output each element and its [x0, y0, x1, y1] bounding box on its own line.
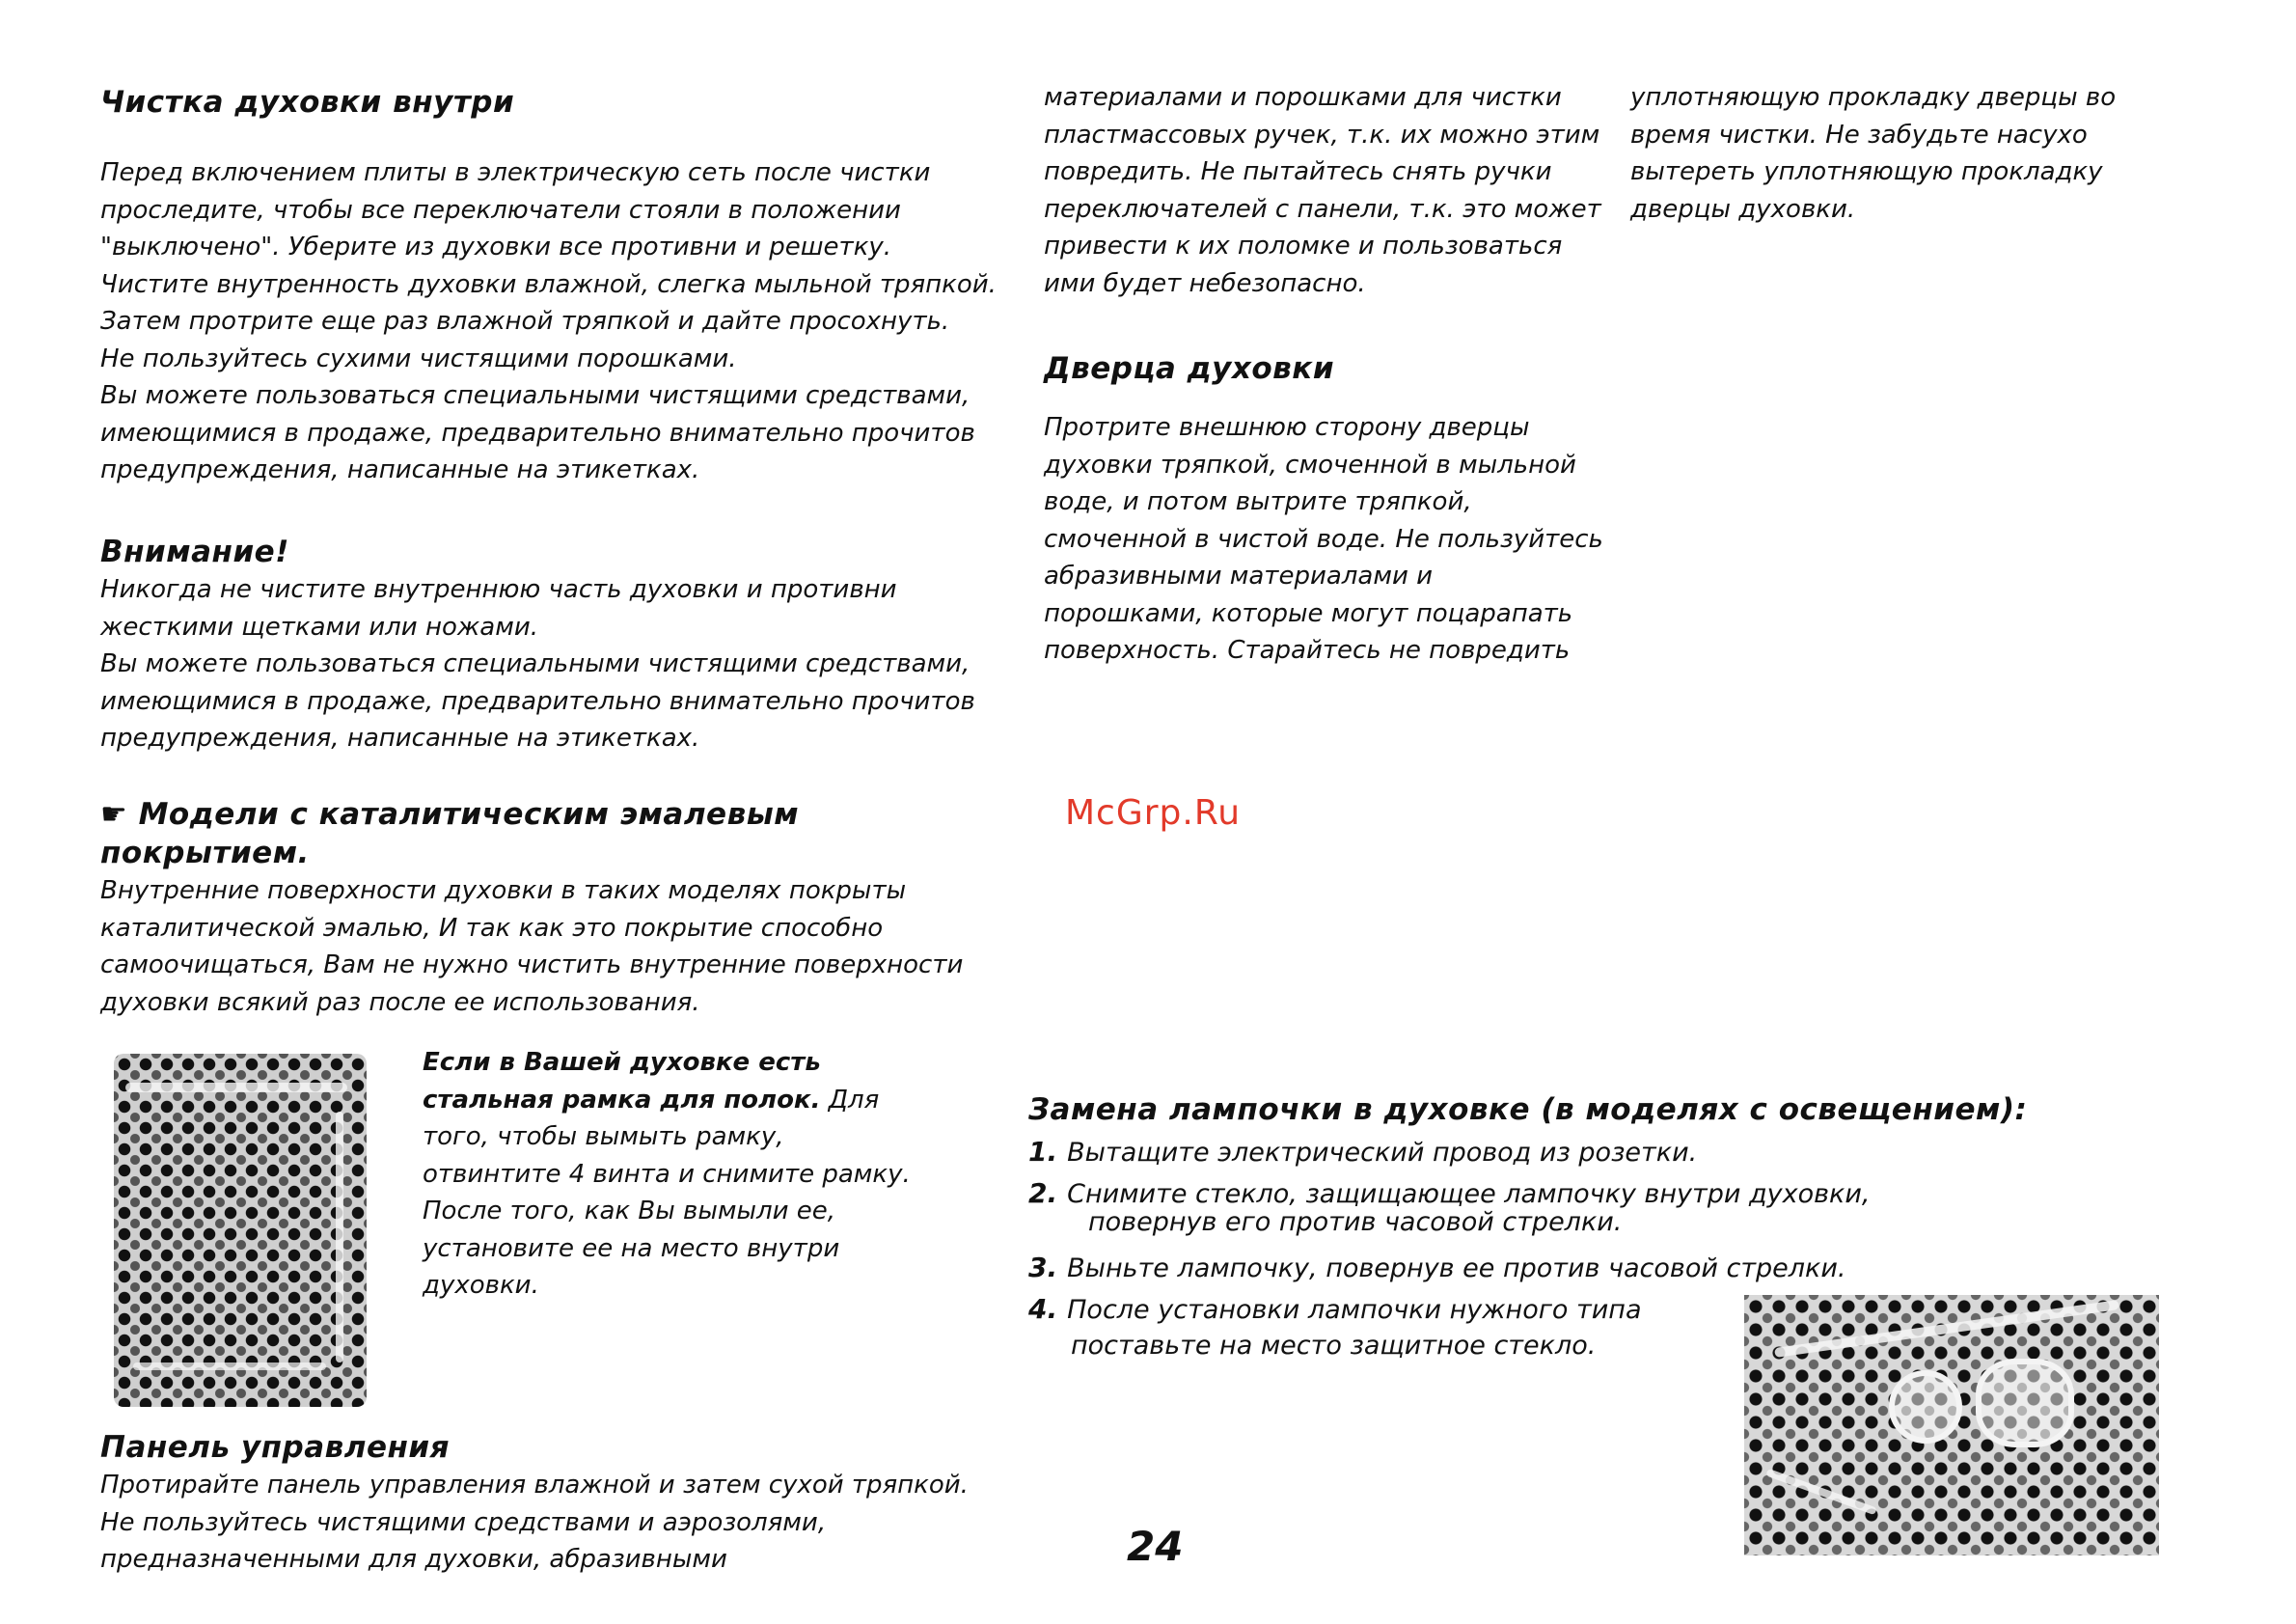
text-line: Снимите стекло, защищающее лампочку внутри духовки,	[1067, 1179, 1871, 1209]
text-line: переключателей с панели, т.к. это может	[1044, 194, 1601, 224]
illustration-highlight	[133, 1363, 326, 1370]
lamp-title: Замена лампочки в духовке (в моделях с освещением):	[1028, 1092, 2028, 1127]
text-line: Перед включением плиты в электрическую сеть после чистки	[100, 158, 931, 187]
section-oven-cleaning	[100, 83, 997, 489]
illustration-highlight	[1765, 1469, 1876, 1516]
section-oven-door	[1044, 349, 1603, 670]
text-line: Вы можете пользоваться специальными чистящими средствами,	[100, 381, 970, 410]
lamp-step-1	[1028, 1137, 2225, 1169]
text-line: отвинтите 4 винта и снимите рамку.	[423, 1159, 911, 1189]
shelf-frame-illustration	[114, 1054, 367, 1407]
text-line: воде, и потом вытрите тряпкой,	[1044, 487, 1472, 516]
illustration-highlight	[125, 1083, 347, 1092]
text-line: ими будет небезопасно.	[1044, 268, 1366, 298]
step-number: 1.	[1028, 1136, 1058, 1168]
text-line: вытереть уплотняющую прокладку	[1630, 157, 2103, 186]
step-number: 2.	[1028, 1177, 1058, 1209]
text-line: духовки.	[423, 1271, 539, 1300]
step-number: 4.	[1028, 1293, 1058, 1325]
text-line: абразивными материалами и	[1044, 562, 1433, 591]
text-line: уплотняющую прокладку дверцы во	[1630, 83, 2117, 112]
text-line: Затем протрите еще раз влажной тряпкой и дайте просохнуть.	[100, 307, 950, 336]
text-line: пластмассовых ручек, т.к. их можно этим	[1044, 120, 1600, 150]
catalytic-title: ☛ Модели с каталитическим эмалевым покрытием.	[100, 797, 800, 870]
text-line: предупреждения, написанные на этикетках.	[100, 455, 700, 484]
step-number: 3.	[1028, 1252, 1058, 1283]
section-shelf-frame	[423, 1044, 963, 1305]
text-line: Вы можете пользоваться специальными чистящими средствами,	[100, 649, 970, 678]
text-line: проследите, чтобы все переключатели стояли в положении	[100, 195, 901, 225]
shelf-frame-text	[423, 1044, 963, 1305]
attention-title: Внимание!	[100, 535, 289, 569]
text-line: дверцы духовки.	[1630, 194, 1856, 224]
text-line: установите ее на место внутри	[423, 1233, 840, 1263]
door-seal-text	[1630, 79, 2171, 228]
text-line: предназначенными для духовки, абразивными	[100, 1545, 727, 1574]
watermark[interactable]: McGrp.Ru	[1065, 793, 1242, 833]
illustration-highlight	[1774, 1300, 2119, 1358]
text-line: Протирайте панель управления влажной и затем сухой тряпкой.	[100, 1471, 969, 1500]
oven-cleaning-text	[100, 154, 997, 489]
text-line: самоочищаться, Вам не нужно чистить внутренние поверхности	[100, 950, 964, 979]
control-panel-title: Панель управления	[100, 1430, 451, 1465]
text-line: повернув его против часовой стрелки.	[1088, 1207, 1623, 1237]
section-control-panel	[100, 1428, 969, 1579]
page-number: 24	[1127, 1523, 1184, 1570]
text-line: Не пользуйтесь сухими чистящими порошками.	[100, 344, 737, 373]
text-line: Выньте лампочку, повернув ее против часовой стрелки.	[1067, 1253, 1846, 1283]
text-line: поставьте на место защитное стекло.	[1071, 1331, 1597, 1361]
text-line: того, чтобы вымыть рамку,	[423, 1122, 784, 1151]
text-line: поверхность. Старайтесь не повредить	[1044, 636, 1571, 665]
text-line: Для	[820, 1085, 880, 1115]
text-line: материалами и порошками для чистки	[1044, 83, 1562, 112]
text-line: порошками, которые могут поцарапать	[1044, 598, 1573, 628]
text-line: жесткими щетками или ножами.	[100, 612, 538, 642]
text-line: духовки тряпкой, смоченной в мыльной	[1044, 450, 1576, 480]
text-line: Не пользуйтесь чистящими средствами и аэрозолями,	[100, 1507, 827, 1537]
text-line: предупреждения, написанные на этикетках.	[100, 724, 700, 753]
control-panel-text	[100, 1467, 969, 1579]
text-line: имеющимися в продаже, предварительно внимательно прочитов	[100, 686, 975, 716]
text-line: привести к их поломке и пользоваться	[1044, 232, 1563, 261]
text-line: Протрите внешнюю сторону дверцы	[1044, 413, 1530, 442]
lamp-step-2	[1028, 1178, 2225, 1235]
text-line: смоченной в чистой воде. Не пользуйтесь	[1044, 524, 1603, 554]
lamp-step-3	[1028, 1252, 2225, 1284]
lamp-bulb-icon	[1889, 1370, 1962, 1444]
shelf-frame-heading-2: стальная рамка для полок.	[423, 1085, 821, 1115]
catalytic-text	[100, 872, 969, 1021]
illustration-highlight	[336, 1112, 343, 1363]
section-catalytic	[100, 795, 969, 1021]
text-line: Вытащите электрический провод из розетки.	[1067, 1138, 1698, 1168]
lamp-illustration	[1744, 1295, 2159, 1555]
text-line: Чистите внутренность духовки влажной, слегка мыльной тряпкой.	[100, 269, 997, 299]
text-line: время чистки. Не забудьте насухо	[1630, 120, 2088, 150]
text-line: После установки лампочки нужного типа	[1067, 1295, 1642, 1325]
lamp-cover-icon	[1976, 1359, 2074, 1447]
attention-text	[100, 571, 975, 757]
text-line: Внутренние поверхности духовки в таких моделях покрыты	[100, 876, 907, 905]
section-continued-panel	[1044, 79, 1601, 302]
text-line: "выключено". Уберите из духовки все противни и решетку.	[100, 233, 892, 261]
oven-door-text	[1044, 409, 1603, 670]
shelf-frame-heading-1: Если в Вашей духовке есть	[423, 1048, 821, 1077]
continued-panel-text	[1044, 79, 1601, 302]
text-line: духовки всякий раз после ее использования.	[100, 987, 700, 1017]
text-line: повредить. Не пытайтесь снять ручки	[1044, 157, 1552, 186]
section-attention	[100, 533, 975, 757]
oven-cleaning-title: Чистка духовки внутри	[100, 85, 515, 120]
oven-door-title: Дверца духовки	[1044, 351, 1335, 386]
text-line: После того, как Вы вымыли ее,	[423, 1197, 836, 1225]
text-line: каталитической эмалью, И так как это покрытие способно	[100, 913, 884, 943]
text-line: Никогда не чистите внутреннюю часть духовки и противни	[100, 575, 897, 604]
text-line: имеющимися в продаже, предварительно внимательно прочитов	[100, 418, 975, 448]
section-door-seal	[1630, 79, 2171, 228]
